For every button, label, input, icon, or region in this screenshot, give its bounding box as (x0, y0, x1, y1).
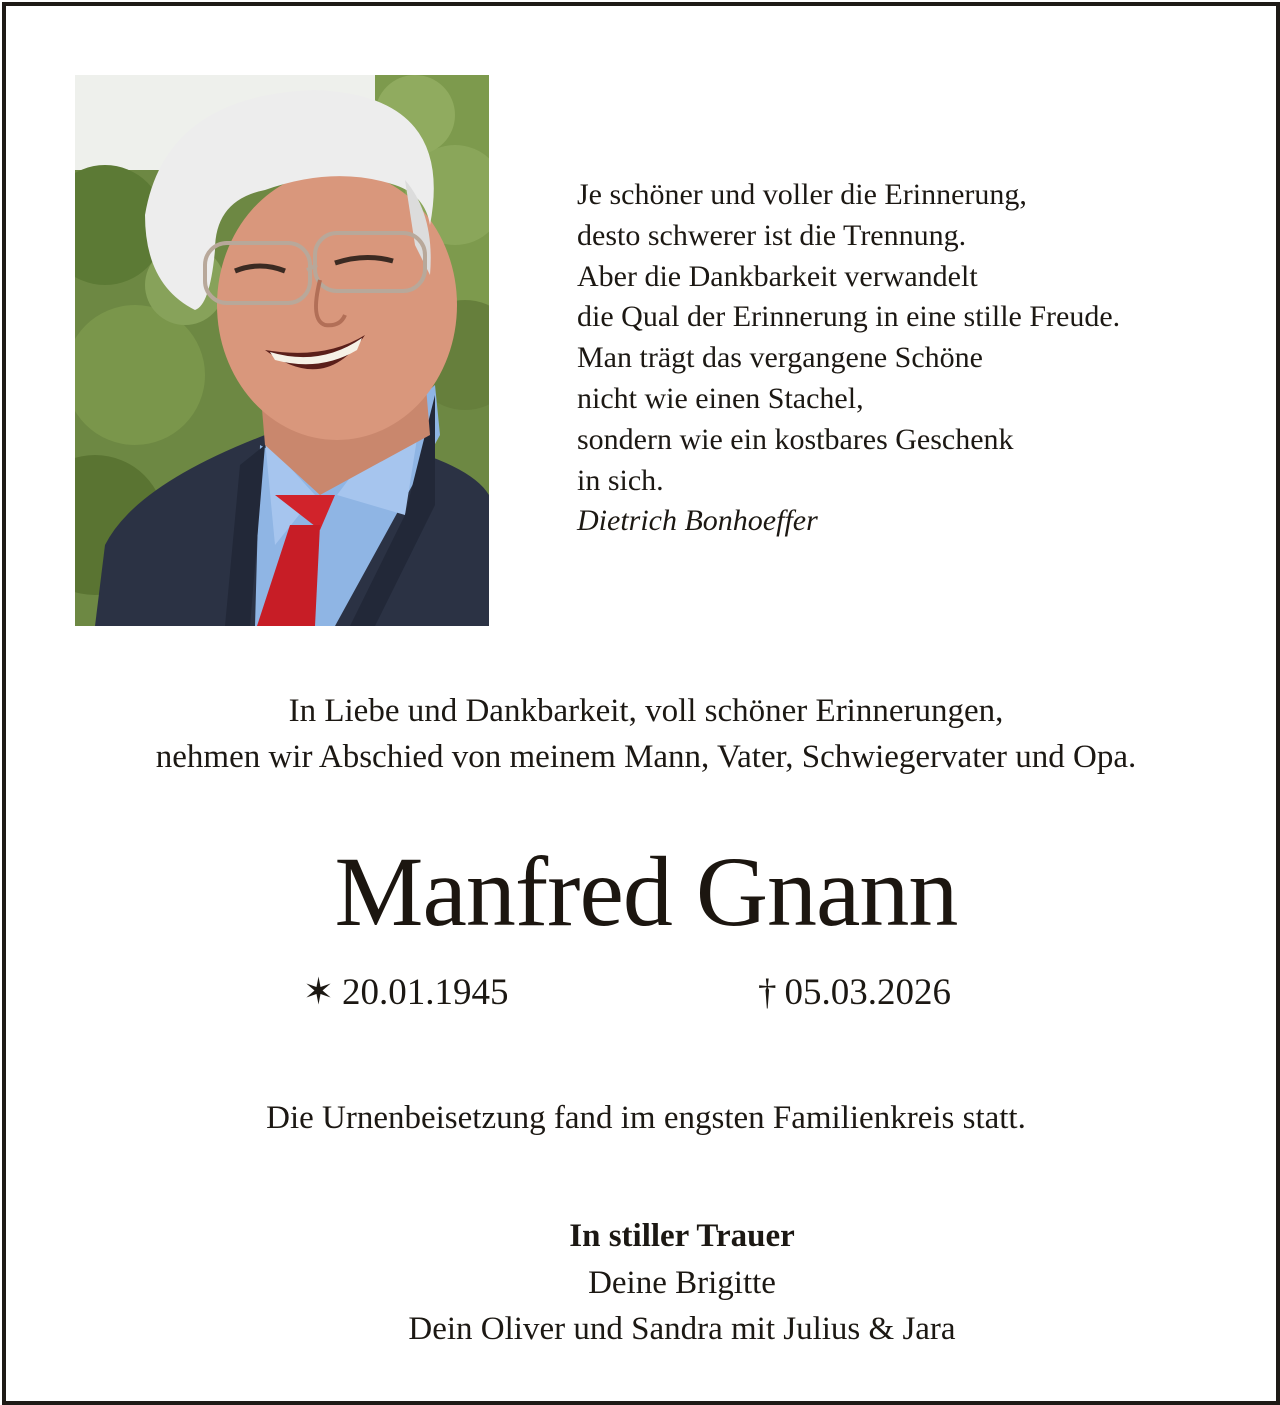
poem (577, 175, 1120, 542)
portrait-photo (75, 75, 489, 626)
life-dates (6, 970, 1280, 1016)
death-date-block (758, 970, 951, 1016)
death-date: 05.03.2026 (784, 972, 951, 1013)
poem-line: Aber die Dankbarkeit verwandelt (577, 259, 978, 293)
birth-date: 20.01.1945 (342, 972, 509, 1013)
poem-line: nicht wie einen Stachel, (577, 381, 864, 415)
mourners-heading: In stiller Trauer (569, 1218, 795, 1254)
poem-line: Man trägt das vergangene Schöne (577, 341, 983, 375)
farewell-line: In Liebe und Dankbarkeit, voll schöner Erinnerungen, (288, 693, 1004, 729)
poem-line: in sich. (577, 463, 664, 497)
poem-line: sondern wie ein kostbares Geschenk (577, 422, 1014, 456)
mourner-line: Dein Oliver und Sandra mit Julius & Jara (408, 1311, 956, 1347)
birth-star-icon: ✶ (303, 972, 335, 1013)
poem-line: desto schwerer ist die Trennung. (577, 218, 967, 252)
farewell-line: nehmen wir Abschied von meinem Mann, Vater, Schwiegervater und Opa. (155, 739, 1137, 775)
poem-line: die Qual der Erinnerung in eine stille Freude. (577, 300, 1121, 334)
death-cross-icon: † (758, 972, 777, 1013)
deceased-name: Manfred Gnann (334, 836, 958, 947)
mourners-signature (42, 1213, 1280, 1353)
farewell-text (6, 688, 1280, 780)
poem-line: Je schöner und voller die Erinnerung, (577, 178, 1027, 211)
poem-author: Dietrich Bonhoeffer (577, 504, 818, 538)
portrait-photo-icon (75, 75, 489, 626)
mourner-line: Deine Brigitte (588, 1264, 776, 1301)
birth-date-block (303, 970, 509, 1016)
obituary-frame (2, 2, 1280, 1405)
burial-note: Die Urnenbeisetzung fand im engsten Familienkreis statt. (266, 1100, 1026, 1136)
